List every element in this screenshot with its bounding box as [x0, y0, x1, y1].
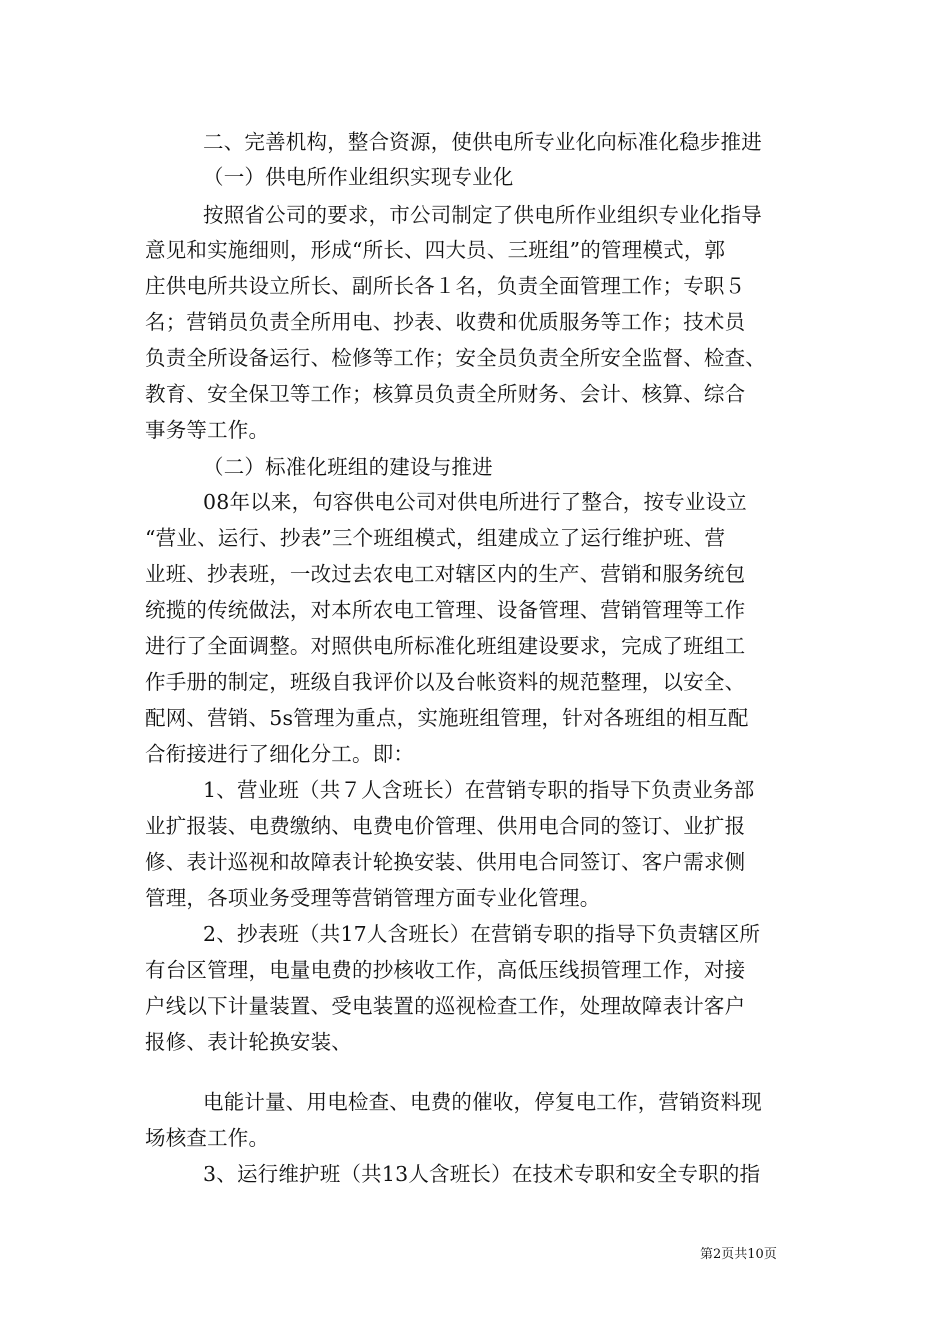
paragraph-line: 按照省公司的要求，市公司制定了供电所作业组织专业化指导: [203, 203, 762, 227]
paragraph-line: 2、抄表班（共17人含班长）在营销专职的指导下负责辖区所: [203, 922, 761, 946]
section-heading-2: 二、完善机构，整合资源，使供电所专业化向标准化稳步推进: [203, 130, 762, 154]
paragraph-line: 事务等工作。: [145, 418, 270, 442]
paragraph-line: 3、运行维护班（共13人含班长）在技术专职和安全专职的指: [203, 1162, 761, 1186]
page-number: 第2页共10页: [700, 1247, 777, 1262]
paragraph-line: 负责全所设备运行、检修等工作；安全员负责全所安全监督、检查、: [145, 346, 766, 370]
subsection-heading-1: （一）供电所作业组织实现专业化: [203, 165, 514, 189]
subsection-heading-2: （二）标准化班组的建设与推进: [203, 455, 493, 479]
paragraph-line: 有台区管理，电量电费的抄核收工作，高低压线损管理工作，对接: [145, 958, 746, 982]
paragraph-line: 庄供电所共设立所长、副所长各１名，负责全面管理工作；专职５: [145, 274, 746, 298]
paragraph-line: 作手册的制定，班级自我评价以及台帐资料的规范整理，以安全、: [145, 670, 746, 694]
paragraph-line: 业扩报装、电费缴纳、电费电价管理、供用电合同的签订、业扩报: [145, 814, 746, 838]
paragraph-line: 电能计量、用电检查、电费的催收，停复电工作，营销资料现: [203, 1090, 762, 1114]
paragraph-line: “营业、运行、抄表”三个班组模式，组建成立了运行维护班、营: [145, 526, 726, 550]
paragraph-line: 意见和实施细则，形成“所长、四大员、三班组”的管理模式，郭: [145, 238, 726, 262]
paragraph-line: 户线以下计量装置、受电装置的巡视检查工作，处理故障表计客户: [145, 994, 746, 1018]
paragraph-line: 统揽的传统做法，对本所农电工管理、设备管理、营销管理等工作: [145, 598, 746, 622]
paragraph-line: 08年以来，句容供电公司对供电所进行了整合，按专业设立: [203, 490, 747, 514]
paragraph-line: 合衔接进行了细化分工。即：: [145, 742, 415, 766]
paragraph-line: 进行了全面调整。对照供电所标准化班组建设要求，完成了班组工: [145, 634, 746, 658]
paragraph-line: 配网、营销、5s管理为重点，实施班组管理，针对各班组的相互配: [145, 706, 749, 730]
paragraph-line: 1、营业班（共７人含班长）在营销专职的指导下负责业务部: [203, 778, 755, 802]
paragraph-line: 管理，各项业务受理等营销管理方面专业化管理。: [145, 886, 601, 910]
paragraph-line: 业班、抄表班，一改过去农电工对辖区内的生产、营销和服务统包: [145, 562, 746, 586]
paragraph-line: 名；营销员负责全所用电、抄表、收费和优质服务等工作；技术员: [145, 310, 746, 334]
paragraph-line: 教育、安全保卫等工作；核算员负责全所财务、会计、核算、综合: [145, 382, 746, 406]
paragraph-line: 报修、表计轮换安装、: [145, 1030, 352, 1054]
paragraph-line: 场核查工作。: [145, 1126, 270, 1150]
paragraph-line: 修、表计巡视和故障表计轮换安装、供用电合同签订、客户需求侧: [145, 850, 746, 874]
